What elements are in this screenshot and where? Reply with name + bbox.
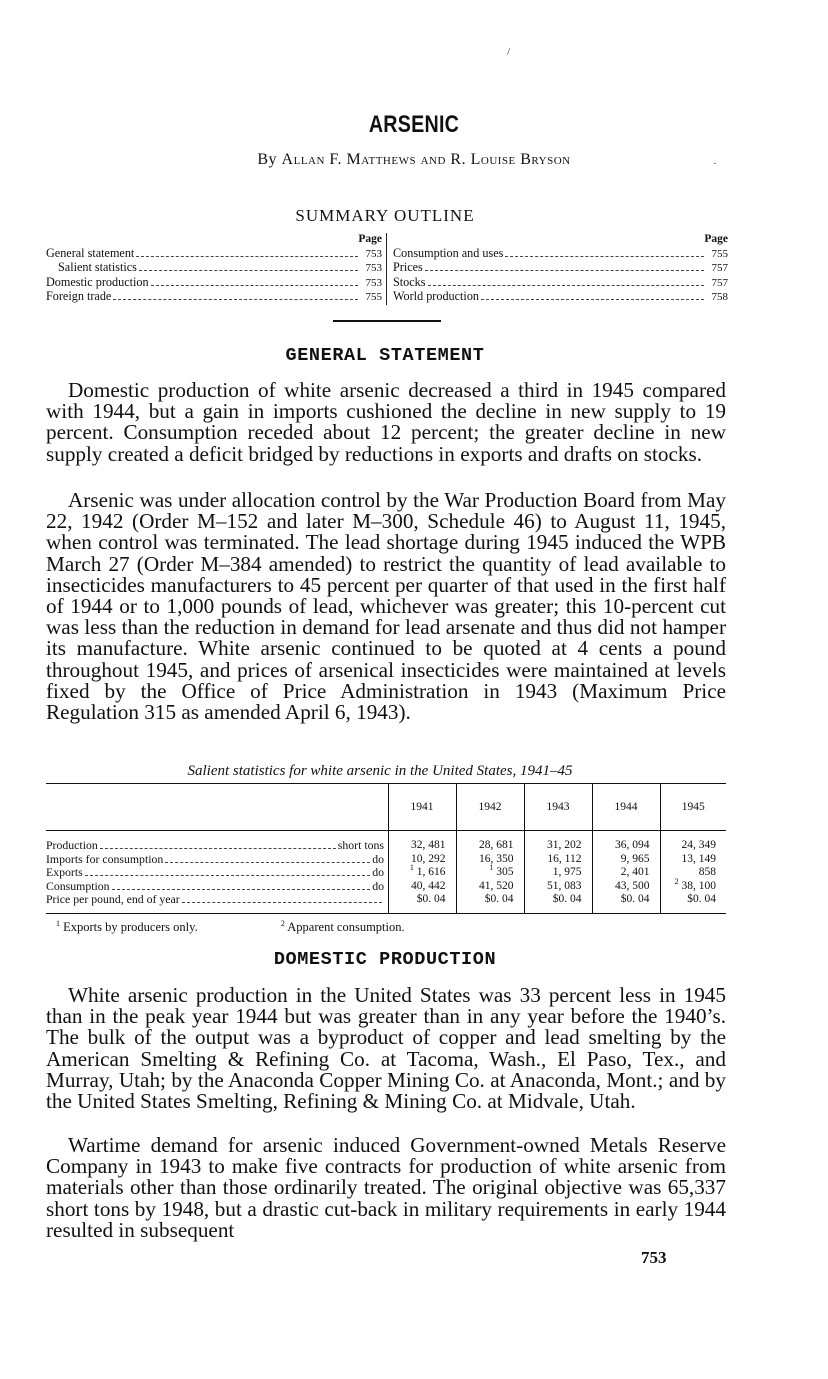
footnote-marker: 1 (409, 863, 414, 873)
page-column-header: Page (358, 233, 382, 245)
outline-item (393, 290, 728, 305)
table-cell: 16, 350 (456, 853, 524, 867)
outline-item-page: 753 (365, 276, 382, 289)
row-unit: do (372, 851, 384, 866)
authors: Allan F. Matthews and R. Louise Bryson (281, 151, 571, 168)
section-heading-general-statement: GENERAL STATEMENT (285, 345, 485, 366)
footnote-marker: 1 (56, 918, 60, 928)
row-unit: short tons (337, 838, 384, 852)
row-label: Exports (46, 865, 83, 880)
table-cell: 2, 401 (592, 866, 660, 880)
table-cell: 32, 481 (388, 831, 456, 853)
footnote (281, 920, 445, 934)
table-cell: 36, 094 (592, 831, 660, 853)
row-label: Price per pound, end of year (46, 892, 180, 907)
byline-prefix: By (257, 151, 278, 168)
row-label: Production (46, 838, 98, 852)
outline-item-page: 753 (365, 247, 382, 260)
outline-left-column (46, 233, 382, 305)
footnote-marker: 2 (280, 918, 285, 928)
salient-statistics-table (46, 783, 726, 914)
outline-item-page: 753 (365, 262, 382, 275)
row-label: Consumption (46, 878, 110, 893)
byline (0, 151, 828, 169)
table-cell: 28, 681 (456, 831, 524, 853)
scan-mark: · (713, 158, 717, 170)
outline-item-page: 757 (711, 262, 728, 275)
outline-item-label: Domestic production (46, 274, 149, 289)
table-cell: 1, 975 (524, 866, 592, 880)
table-cell: 31, 202 (524, 831, 592, 853)
table-cell: 40, 442 (388, 880, 456, 894)
table-cell: $0. 04 (592, 893, 660, 913)
article-title: ARSENIC (368, 111, 460, 138)
outline-item (393, 261, 728, 276)
footnote-text: Apparent consumption. (287, 920, 405, 934)
table-header-year: 1941 (388, 784, 456, 831)
table-row (46, 831, 726, 853)
outline-item (46, 247, 382, 262)
outline-item-label: World production (393, 289, 480, 304)
table-row (46, 866, 726, 880)
paragraph (46, 1135, 726, 1241)
outline-item-label: Foreign trade (46, 289, 112, 304)
outline-item-page: 755 (365, 291, 382, 304)
outline-right-column (386, 233, 728, 305)
summary-outline-title: SUMMARY OUTLINE (295, 206, 475, 225)
outline-item-page: 757 (711, 276, 728, 289)
row-unit: do (372, 865, 384, 880)
outline-item (46, 261, 382, 276)
footnote-marker: 1 (489, 863, 494, 873)
table-cell: 41, 520 (456, 880, 524, 894)
outline-item (393, 247, 728, 262)
outline-item-label: Prices (393, 260, 423, 275)
outline-item (46, 276, 382, 291)
table-cell: 43, 500 (592, 880, 660, 894)
cell-value: 38, 100 (681, 879, 716, 892)
table-cell: 13, 149 (660, 853, 726, 867)
row-unit: do (372, 878, 384, 893)
paragraph-text: Domestic production of white arsenic decreased a third in 1945 compared with 1944, but a gain in imports cushioned the decline in new supply to 19 percent. Consumption receded about 12 percent; the greater decline in new supply created a deficit bridged by reductions in exports and drafts on stocks. (46, 378, 726, 466)
outline-item (393, 276, 728, 291)
cell-value: 305 (496, 866, 514, 879)
paragraph (46, 985, 726, 1112)
row-label-cell (46, 866, 388, 880)
paragraph-text: Arsenic was under allocation control by the War Production Board from May 22, 1942 (Order M–152 and later M–300, Schedule 46) to August 11, 1945, when control was terminated. The lead shortage during 1945 induced the WPB March 27 (Order M–384 amended) to restrict the quantity of lead available to insecticides manufacturers to 45 percent per quarter of that used in the first half of 1944 or to 1,000 pounds of lead, whichever was greater; this 10-percent cut was less than the reduction in demand for lead arsenate and thus did not hamper its manufacture. White arsenic continued to be quoted at 4 cents a pound throughout 1945, and prices of arsenical insecticides were maintained at levels fixed by the Office of Price Administration in 1943 (Maximum Price Regulation 315 as amended April 6, 1943). (46, 488, 726, 725)
outline-item (46, 290, 382, 305)
scan-mark: / (507, 46, 511, 58)
footnote-marker: 2 (674, 876, 679, 886)
table-cell: 9, 965 (592, 853, 660, 867)
page-number: 753 (641, 1248, 667, 1267)
paragraph (46, 380, 726, 465)
outline-item-label: Consumption and uses (393, 245, 504, 260)
row-label-cell (46, 831, 388, 853)
table-footnotes (56, 920, 485, 935)
outline-item-label: Stocks (393, 274, 426, 289)
outline-item-page: 758 (711, 291, 728, 304)
table-cell (388, 863, 456, 880)
table-row (46, 880, 726, 894)
table-header-row (46, 784, 726, 831)
table-cell: 16, 112 (524, 853, 592, 867)
table-cell: $0. 04 (524, 893, 592, 913)
table-cell: $0. 04 (456, 893, 524, 913)
row-label-cell (46, 893, 388, 913)
section-heading-domestic-production: DOMESTIC PRODUCTION (273, 949, 497, 970)
table-cell (660, 876, 726, 894)
table-cell: 10, 292 (388, 853, 456, 867)
table-cell: 24, 349 (660, 831, 726, 853)
page-column-header: Page (704, 233, 728, 245)
row-label-cell (46, 853, 388, 867)
table-header-year: 1943 (524, 784, 592, 831)
footnote-text: Exports by producers only. (63, 920, 198, 934)
outline-item-label: General statement (46, 245, 135, 260)
table-cell: $0. 04 (660, 893, 726, 913)
section-divider (333, 320, 441, 322)
table-header-label (46, 784, 388, 831)
paragraph-text: Wartime demand for arsenic induced Government-owned Metals Reserve Company in 1943 to make five contracts for production of white arsenic from materials other than those ordinarily treated. The original objective was 65,337 short tons by 1948, but a drastic cut-back in military requirements in early 1944 resulted in subsequent (46, 1133, 726, 1242)
table-caption: Salient statistics for white arsenic in the United States, 1941–45 (187, 763, 573, 779)
row-label: Imports for consumption (46, 851, 164, 866)
paragraph (46, 490, 726, 723)
row-label-cell (46, 880, 388, 894)
table-header-year: 1945 (660, 784, 726, 831)
paragraph-text: White arsenic production in the United States was 33 percent less in 1945 than in the peak year 1944 but was greater than in any year before the 1940’s. The bulk of the output was a byproduct of copper and lead smelting by the American Smelting & Refining Co. at Tacoma, Wash., El Paso, Tex., and Murray, Utah; by the Anaconda Copper Mining Co. at Anaconda, Mont.; and by the United States Smelting, Refining & Mining Co. at Midvale, Utah. (46, 983, 726, 1114)
table-header-year: 1944 (592, 784, 660, 831)
table-cell: 51, 083 (524, 880, 592, 894)
outline-item-page: 755 (711, 247, 728, 260)
footnote (56, 920, 238, 934)
table-row (46, 853, 726, 867)
table-header-year: 1942 (456, 784, 524, 831)
outline-item-label: Salient statistics (58, 260, 137, 275)
cell-value: 1, 616 (416, 866, 446, 879)
table-row (46, 893, 726, 913)
table-cell: $0. 04 (388, 893, 456, 913)
table-cell (456, 863, 524, 880)
table-cell: 858 (660, 866, 726, 880)
